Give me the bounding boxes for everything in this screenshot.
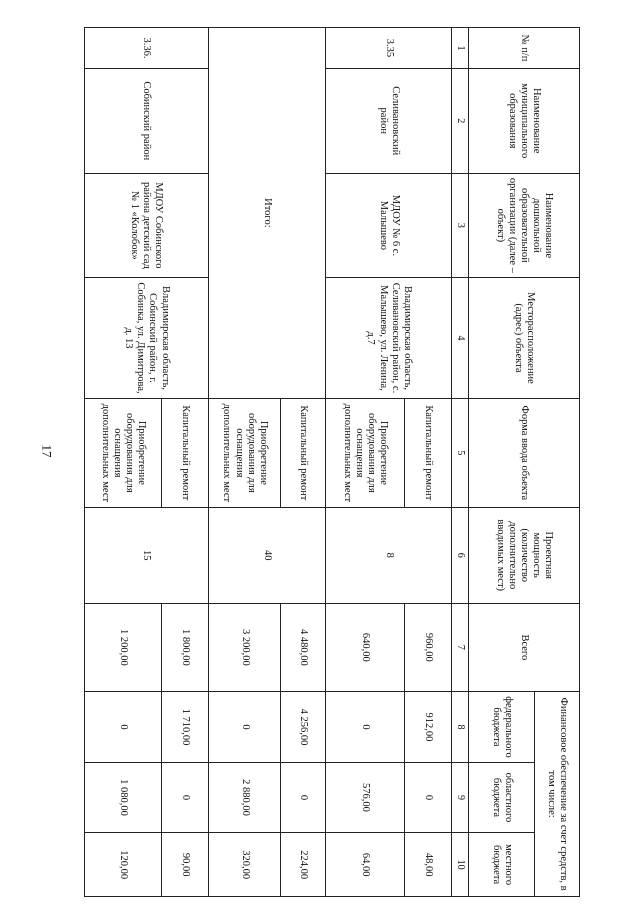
row-total: 1 200,00 [85,603,162,692]
row-municipality: Собинский район [85,68,209,173]
row-total: 960,00 [405,603,452,692]
rotated-table-frame [84,27,580,897]
row-municipality: Селивановский район [326,68,452,173]
row-federal: 4 256,00 [281,692,326,763]
row-federal: 1 710,00 [161,692,208,763]
header-address: Месторасположение (адрес) объекта [469,278,580,399]
financing-table [84,27,580,897]
table-container [84,27,580,897]
row-federal: 0 [326,692,405,763]
col-number: 7 [452,603,469,692]
row-local: 120,00 [85,833,162,897]
row-local: 48,00 [405,833,452,897]
row-capacity: 40 [208,507,325,603]
table-row [161,28,208,897]
row-organization: МДОУ Собинского района детский сад № 1 «Колобок» [85,173,209,278]
header-capacity: Проектная мощность (количество дополнительно вводимых мест) [469,507,580,603]
row-form: Капитальный ремонт [161,398,208,507]
col-number: 6 [452,507,469,603]
row-federal: 0 [208,692,281,763]
row-form: Капитальный ремонт [281,398,326,507]
row-regional: 2 880,00 [208,762,281,833]
header-num: № п/п [469,28,580,69]
row-form: Приобретение оборудования для оснащения дополнительных мест [85,398,162,507]
col-number: 4 [452,278,469,399]
row-federal: 0 [85,692,162,763]
row-capacity: 15 [85,507,209,603]
row-address: Владимирская область, Селивановский район, с. Малышево, ул. Ленина, д.7 [326,278,452,399]
col-number: 2 [452,68,469,173]
col-number: 10 [452,833,469,897]
total-label: Итого: [208,28,325,399]
row-regional: 0 [161,762,208,833]
header-regional: областного бюджета [469,762,535,833]
row-form: Капитальный ремонт [405,398,452,507]
header-form: Форма ввода объекта [469,398,580,507]
header-federal: федерального бюджета [469,692,535,763]
col-number: 8 [452,692,469,763]
row-total: 640,00 [326,603,405,692]
row-local: 90,00 [161,833,208,897]
header-municipality: Наименование муниципального образования [469,68,580,173]
row-total: 4 480,00 [281,603,326,692]
row-local: 224,00 [281,833,326,897]
page-number: 17 [39,444,55,458]
row-regional: 576,00 [326,762,405,833]
row-regional: 0 [405,762,452,833]
row-federal: 912,00 [405,692,452,763]
row-total: 1 800,00 [161,603,208,692]
row-total: 3 200,00 [208,603,281,692]
table-row-total [281,28,326,897]
row-num: 3.35 [326,28,452,69]
col-number: 3 [452,173,469,278]
row-regional: 0 [281,762,326,833]
col-number: 1 [452,28,469,69]
header-organization: Наименование дошкольной образовательной организации (далее – объект) [469,173,580,278]
col-number: 9 [452,762,469,833]
header-row-1 [535,28,580,897]
header-financing: Финансовое обеспечение за счет средств, в том числе: [535,692,580,897]
row-form: Приобретение оборудования для оснащения дополнительных мест [326,398,405,507]
table-row [405,28,452,897]
row-local: 320,00 [208,833,281,897]
column-number-row [452,28,469,897]
row-num: 3.36. [85,28,209,69]
row-capacity: 8 [326,507,452,603]
row-address: Владимирская область, Собинский район, г. Собинка, ул. Димитрова, д. 13 [85,278,209,399]
header-local: местного бюджета [469,833,535,897]
col-number: 5 [452,398,469,507]
row-form: Приобретение оборудования для оснащения дополнительных мест [208,398,281,507]
row-local: 64,00 [326,833,405,897]
row-regional: 1 080,00 [85,762,162,833]
header-total: Всего [469,603,580,692]
row-organization: МДОУ № 6 с. Малышево [326,173,452,278]
